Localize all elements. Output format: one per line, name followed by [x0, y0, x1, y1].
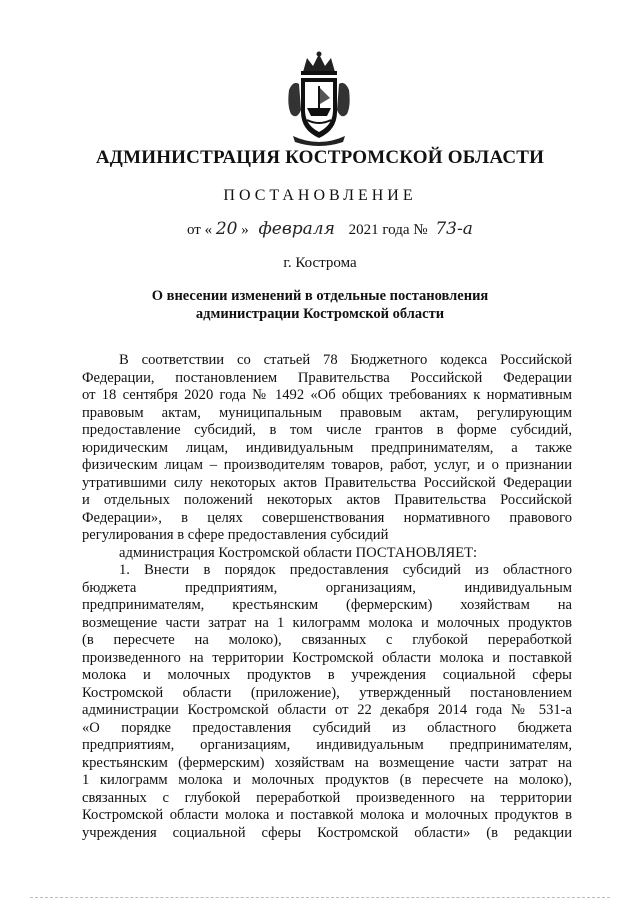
date-month-handwritten: февраля: [258, 219, 335, 239]
coat-of-arms-emblem: [287, 50, 351, 148]
city: г. Кострома: [283, 255, 357, 271]
body-line: предприятиям, организациям, индивидуальным предпринимателям,: [82, 737, 572, 753]
date-number-line: [187, 219, 473, 239]
body-line: (в пересчете на молоко), связанных с глубокой переработкой: [82, 632, 572, 648]
subject-line-2: администрации Костромской области: [195, 306, 445, 322]
body-line: возмещение части затрат на 1 килограмм молока и молочных продуктов: [82, 614, 572, 631]
body-line: «О порядке предоставления субсидий из областного бюджета: [82, 719, 572, 736]
body-line: утратившими силу некоторых актов Правительства Российской Федерации: [82, 474, 572, 491]
document-type: ПОСТАНОВЛЕНИЕ: [223, 187, 417, 204]
body-line: Костромской области молока и поставкой молока и молочных продуктов в: [82, 807, 572, 823]
body-line: юридическим лицам, индивидуальным предпринимателям, а также: [82, 439, 572, 456]
organization-title: АДМИНИСТРАЦИЯ КОСТРОМСКОЙ ОБЛАСТИ: [95, 147, 545, 168]
body-line: администрация Костромской области ПОСТАНОВЛЯЕТ:: [119, 544, 478, 561]
body-line: Федерации», в целях совершенствования нормативного правового: [82, 509, 572, 526]
subject-line-1: О внесении изменений в отдельные постановления: [151, 288, 489, 304]
body-line: В соответствии со статьей 78 Бюджетного кодекса Российской: [119, 352, 572, 368]
body-line: произведенного на территории Костромской области молока и поставкой: [82, 649, 572, 666]
body-line: Костромской области (приложение), утвержденный постановлением: [82, 684, 572, 701]
body-line: физическим лицам – производителям товаров, работ, услуг, и о признании: [82, 457, 572, 473]
body-line: предпринимателям, крестьянским (фермерским) хозяйствам на: [82, 597, 572, 613]
body-line: бюджета предприятиям, организациям, индивидуальным: [82, 579, 572, 596]
body-line: и отдельных положений некоторых актов Правительства Российской: [82, 492, 572, 508]
body-line: администрации Костромской области от 22 декабря 2014 года № 531-а: [82, 702, 572, 718]
date-day-handwritten: 20: [215, 219, 238, 239]
scan-edge-line: [30, 897, 610, 899]
date-year: 2021 года №: [348, 222, 428, 238]
document-subject: [0, 287, 640, 323]
body-line: крестьянским (фермерским) хозяйствам на возмещение части затрат на: [82, 754, 572, 771]
body-line: молока и молочных продуктов в учреждения социальной сферы: [82, 667, 572, 683]
body-line: Федерации, постановлением Правительства Российской Федерации: [82, 369, 572, 386]
body-line: учреждения социальной сферы Костромской области» (в редакции: [82, 824, 572, 841]
doc-number-handwritten: 73-а: [435, 219, 473, 239]
body-line: связанных с глубокой переработкой произведенного на территории: [82, 789, 572, 806]
date-prefix: от «: [187, 222, 213, 238]
date-mid: »: [241, 222, 249, 238]
document-body: [82, 352, 572, 842]
body-line: правовым актам, муниципальным правовым актам, регулирующим: [82, 404, 572, 421]
body-line: 1. Внести в порядок предоставления субсидий из областного: [119, 562, 572, 578]
body-line: 1 килограмм молока и молочных продуктов (в пересчете на молоко),: [82, 772, 572, 788]
body-line: регулирования в сфере предоставления субсидий: [82, 527, 389, 543]
body-line: предоставление субсидий, в том числе грантов в форме субсидий,: [82, 422, 572, 438]
body-line: от 18 сентября 2020 года № 1492 «Об общих требованиях к нормативным: [82, 387, 572, 403]
